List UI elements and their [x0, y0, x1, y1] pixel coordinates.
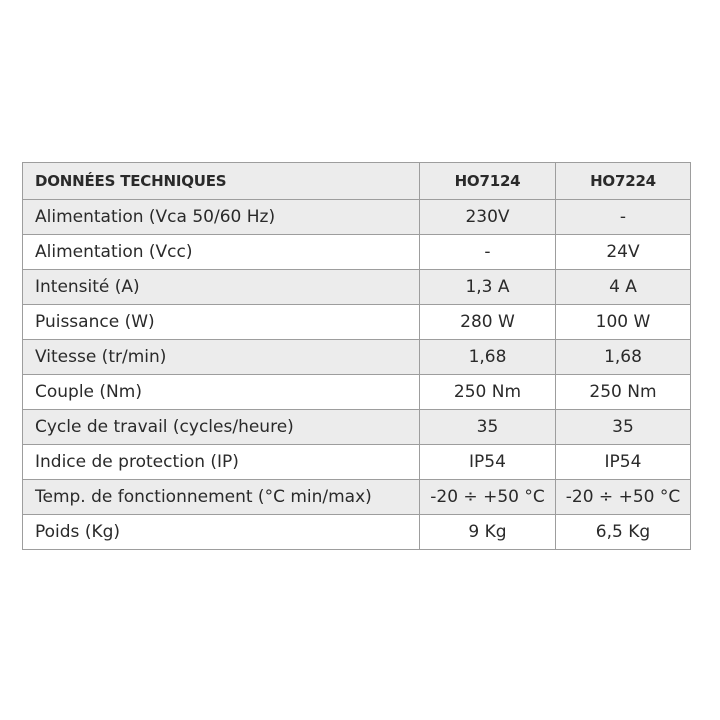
value-ho7124: 250 Nm — [420, 375, 556, 410]
row-label: Intensité (A) — [23, 270, 420, 305]
table-row — [23, 515, 691, 550]
row-label: Cycle de travail (cycles/heure) — [23, 410, 420, 445]
value-ho7124: 9 Kg — [420, 515, 556, 550]
value-ho7124: 280 W — [420, 305, 556, 340]
row-label: Poids (Kg) — [23, 515, 420, 550]
row-label: Alimentation (Vca 50/60 Hz) — [23, 200, 420, 235]
table-row — [23, 480, 691, 515]
value-ho7224: - — [556, 200, 691, 235]
value-ho7124: 1,68 — [420, 340, 556, 375]
value-ho7224: 100 W — [556, 305, 691, 340]
table-row — [23, 445, 691, 480]
value-ho7124: 35 — [420, 410, 556, 445]
row-label: Alimentation (Vcc) — [23, 235, 420, 270]
value-ho7124: 1,3 A — [420, 270, 556, 305]
value-ho7224: 1,68 — [556, 340, 691, 375]
row-label: Vitesse (tr/min) — [23, 340, 420, 375]
table-row — [23, 235, 691, 270]
row-label: Temp. de fonctionnement (°C min/max) — [23, 480, 420, 515]
header-model-ho7124: HO7124 — [420, 163, 556, 200]
table-row — [23, 270, 691, 305]
value-ho7224: 250 Nm — [556, 375, 691, 410]
table-row — [23, 375, 691, 410]
value-ho7224: 4 A — [556, 270, 691, 305]
table-header-row — [23, 163, 691, 200]
table-row — [23, 305, 691, 340]
row-label: Indice de protection (IP) — [23, 445, 420, 480]
table-row — [23, 410, 691, 445]
header-label: DONNÉES TECHNIQUES — [23, 163, 420, 200]
header-model-ho7224: HO7224 — [556, 163, 691, 200]
value-ho7124: - — [420, 235, 556, 270]
value-ho7224: -20 ÷ +50 °C — [556, 480, 691, 515]
table-row — [23, 340, 691, 375]
row-label: Puissance (W) — [23, 305, 420, 340]
value-ho7224: 6,5 Kg — [556, 515, 691, 550]
value-ho7124: 230V — [420, 200, 556, 235]
value-ho7224: 35 — [556, 410, 691, 445]
row-label: Couple (Nm) — [23, 375, 420, 410]
table-row — [23, 200, 691, 235]
value-ho7224: 24V — [556, 235, 691, 270]
value-ho7224: IP54 — [556, 445, 691, 480]
value-ho7124: -20 ÷ +50 °C — [420, 480, 556, 515]
technical-data-table — [22, 162, 691, 550]
value-ho7124: IP54 — [420, 445, 556, 480]
